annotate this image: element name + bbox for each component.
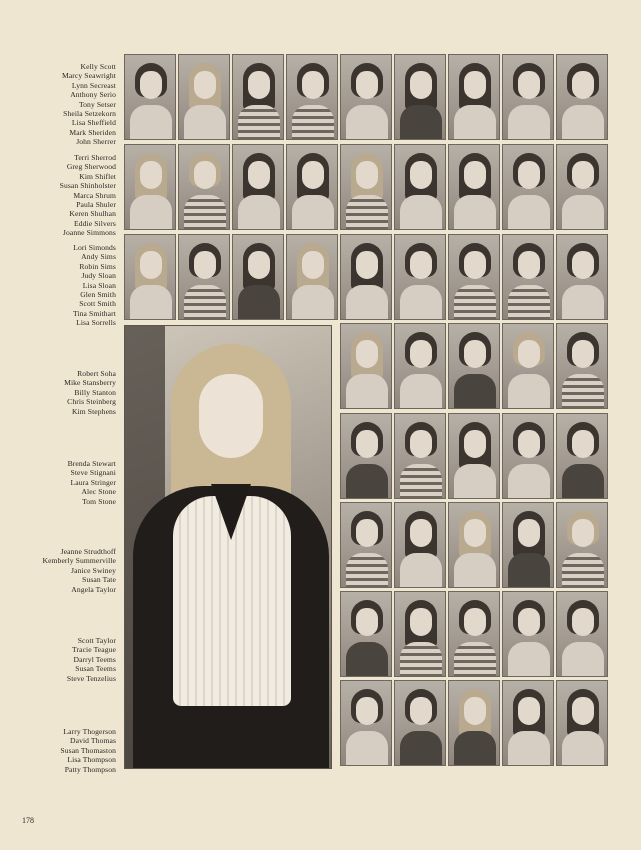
student-portrait (448, 54, 500, 140)
student-portrait (448, 502, 500, 588)
student-portrait (448, 413, 500, 499)
student-name: Scott Smith (79, 299, 116, 309)
student-name: Susan Teems (75, 664, 116, 674)
student-portrait (502, 413, 554, 499)
student-name: Kim Shiflet (79, 171, 116, 181)
student-portrait (124, 144, 176, 230)
student-name: Tina Smithart (72, 308, 116, 318)
student-portrait (502, 502, 554, 588)
student-name: Mike Stansberry (64, 378, 116, 388)
student-name: Judy Sloan (81, 271, 116, 281)
student-portrait (394, 502, 446, 588)
student-portrait (556, 680, 608, 766)
student-name: Lisa Thompson (67, 755, 116, 765)
student-name: Brenda Stewart (67, 459, 116, 468)
student-portrait (178, 54, 230, 140)
student-portrait (340, 413, 392, 499)
student-name: Paula Shuler (76, 200, 116, 210)
student-name: Lynn Secreast (71, 80, 116, 90)
student-portrait (178, 144, 230, 230)
student-portrait (556, 323, 608, 409)
student-name: Billy Stanton (74, 387, 116, 397)
student-portrait (448, 234, 500, 320)
student-portrait (340, 680, 392, 766)
student-portrait (502, 144, 554, 230)
student-name: Angela Taylor (71, 584, 116, 594)
student-portrait (286, 144, 338, 230)
name-list-2 (8, 153, 116, 238)
student-portrait (178, 234, 230, 320)
student-portrait (502, 680, 554, 766)
student-portrait (448, 144, 500, 230)
student-portrait (394, 54, 446, 140)
student-portrait (502, 234, 554, 320)
student-portrait (394, 413, 446, 499)
student-portrait (394, 234, 446, 320)
portrait-row-3 (124, 234, 608, 320)
student-name: Susan Thomaston (60, 745, 116, 755)
student-portrait (502, 591, 554, 677)
student-name: Patty Thompson (64, 764, 116, 774)
name-list-1 (8, 62, 116, 147)
student-portrait (556, 413, 608, 499)
student-name: Lori Simonds (73, 243, 116, 252)
student-portrait (394, 144, 446, 230)
student-name: Chris Steinberg (67, 397, 116, 407)
student-name: David Thomas (70, 736, 116, 746)
student-portrait (556, 144, 608, 230)
student-name: Alec Stone (81, 487, 116, 497)
student-name: Mark Sheriden (69, 127, 116, 137)
student-name: Susan Tate (82, 575, 116, 585)
name-list-7 (8, 636, 116, 683)
name-list-8 (8, 727, 116, 774)
student-name: Scott Taylor (77, 636, 116, 645)
student-portrait (556, 502, 608, 588)
portrait-row-8 (340, 680, 608, 766)
student-name: Terri Sherrod (74, 153, 116, 162)
student-portrait (340, 54, 392, 140)
portrait-row-7 (340, 591, 608, 677)
student-name: Keren Shulhan (69, 209, 116, 219)
student-portrait (286, 234, 338, 320)
student-name: Jeanne Strudthoff (60, 547, 116, 556)
student-name: Marca Shrum (73, 190, 116, 200)
student-portrait (340, 234, 392, 320)
student-portrait (394, 323, 446, 409)
student-portrait (448, 680, 500, 766)
student-portrait (340, 591, 392, 677)
student-name: Greg Sherwood (66, 162, 116, 172)
student-name: Kelly Scott (80, 62, 116, 71)
student-name: Steve Tenzelius (66, 673, 116, 683)
student-name: Laura Stringer (70, 477, 116, 487)
student-name: Darryl Teems (73, 654, 116, 664)
name-list-3 (8, 243, 116, 328)
student-portrait (394, 591, 446, 677)
portrait-row-1 (124, 54, 608, 140)
student-portrait (448, 323, 500, 409)
portrait-row-2 (124, 144, 608, 230)
student-name: Tracie Teague (72, 645, 116, 655)
student-name: Robert Soha (77, 369, 116, 378)
student-portrait (556, 54, 608, 140)
student-portrait (124, 234, 176, 320)
student-name: Anthony Serio (70, 90, 116, 100)
student-name: Lisa Sloan (82, 280, 116, 290)
student-name: Glen Smith (80, 290, 116, 300)
student-portrait (232, 54, 284, 140)
candid-photo (124, 325, 332, 769)
student-portrait (124, 54, 176, 140)
student-name: Kemberly Summerville (42, 556, 116, 566)
student-portrait (502, 54, 554, 140)
student-name: Janice Swiney (71, 565, 116, 575)
student-portrait (232, 234, 284, 320)
portrait-row-5 (340, 413, 608, 499)
name-list-4 (8, 369, 116, 416)
student-name: Kim Stephens (71, 406, 116, 416)
student-name: Tony Setser (78, 99, 116, 109)
student-name: Eddie Silvers (73, 218, 116, 228)
student-name: Susan Shinholster (59, 181, 116, 191)
student-portrait (340, 323, 392, 409)
student-portrait (340, 144, 392, 230)
student-name: Lisa Sheffield (71, 118, 116, 128)
student-name: Tom Stone (82, 496, 116, 506)
name-list-5 (8, 459, 116, 506)
student-name: John Sherrer (76, 137, 116, 147)
student-name: Robin Sims (79, 261, 116, 271)
student-name: Steve Stignani (70, 468, 116, 478)
name-list-6 (8, 547, 116, 594)
student-portrait (556, 234, 608, 320)
portrait-row-4 (340, 323, 608, 409)
student-portrait (502, 323, 554, 409)
student-portrait (232, 144, 284, 230)
student-portrait (286, 54, 338, 140)
student-name: Andy Sims (81, 252, 116, 262)
student-name: Marcy Seawright (61, 71, 116, 81)
student-portrait (556, 591, 608, 677)
student-portrait (394, 680, 446, 766)
page-number: 178 (22, 816, 34, 825)
student-name: Sheila Setzekorn (63, 109, 116, 119)
student-name: Joanne Simmons (62, 228, 116, 238)
student-name: Larry Thogerson (63, 727, 116, 736)
portrait-row-6 (340, 502, 608, 588)
student-portrait (340, 502, 392, 588)
student-name: Lisa Sorrells (76, 318, 116, 328)
student-portrait (448, 591, 500, 677)
